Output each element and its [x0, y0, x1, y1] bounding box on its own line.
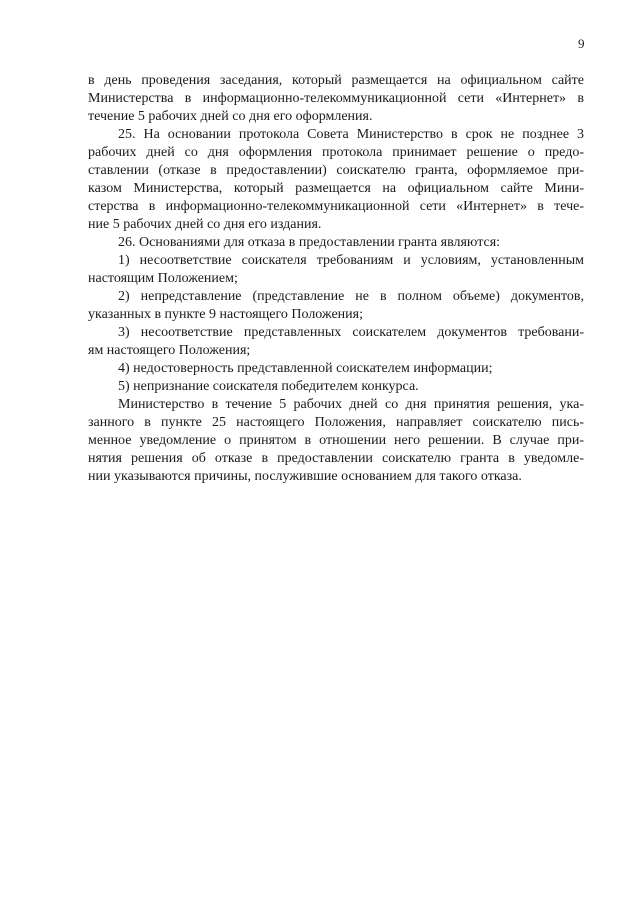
text-line: 3) несоответствие представленных соискателем документов требовани- [118, 325, 584, 340]
text-line: стерства в информационно-телекоммуникационной сети «Интернет» в тече- [88, 199, 584, 214]
text-line: менное уведомление о принятом в отношении него решении. В случае при- [88, 433, 584, 448]
document-body [88, 72, 584, 486]
text-line: течение 5 рабочих дней со дня его оформления. [88, 109, 373, 124]
text-line: 2) непредставление (представление не в полном объеме) документов, [118, 289, 584, 304]
text-line: рабочих дней со дня оформления протокола принимает решение о предо- [88, 145, 584, 160]
text-line: занного в пункте 25 настоящего Положения, направляет соискателю пись- [88, 415, 584, 430]
text-line: казом Министерства, который размещается на официальном сайте Мини- [88, 181, 584, 196]
text-line: ставлении (отказе в предоставлении) соискателю гранта, оформляемое при- [88, 163, 584, 178]
page-number: 9 [578, 36, 585, 51]
text-line: ние 5 рабочих дней со дня его издания. [88, 217, 322, 232]
text-line: Министерство в течение 5 рабочих дней со дня принятия решения, ука- [118, 397, 584, 412]
text-line: ям настоящего Положения; [88, 343, 251, 358]
text-line: 5) непризнание соискателя победителем конкурса. [118, 379, 419, 394]
text-line: 25. На основании протокола Совета Министерство в срок не позднее 3 [118, 127, 584, 142]
text-line: Министерства в информационно-телекоммуникационной сети «Интернет» в [88, 91, 584, 106]
text-line: 1) несоответствие соискателя требованиям и условиям, установленным [118, 253, 584, 268]
text-line: указанных в пункте 9 настоящего Положения; [88, 307, 363, 322]
text-line: нии указываются причины, послужившие основанием для такого отказа. [88, 469, 522, 484]
text-line: настоящим Положением; [88, 271, 238, 286]
text-line: в день проведения заседания, который размещается на официальном сайте [88, 73, 584, 88]
text-line: нятия решения об отказе в предоставлении соискателю гранта в уведомле- [88, 451, 584, 466]
text-line: 26. Основаниями для отказа в предоставлении гранта являются: [118, 235, 501, 250]
text-line: 4) недостоверность представленной соискателем информации; [118, 361, 493, 376]
